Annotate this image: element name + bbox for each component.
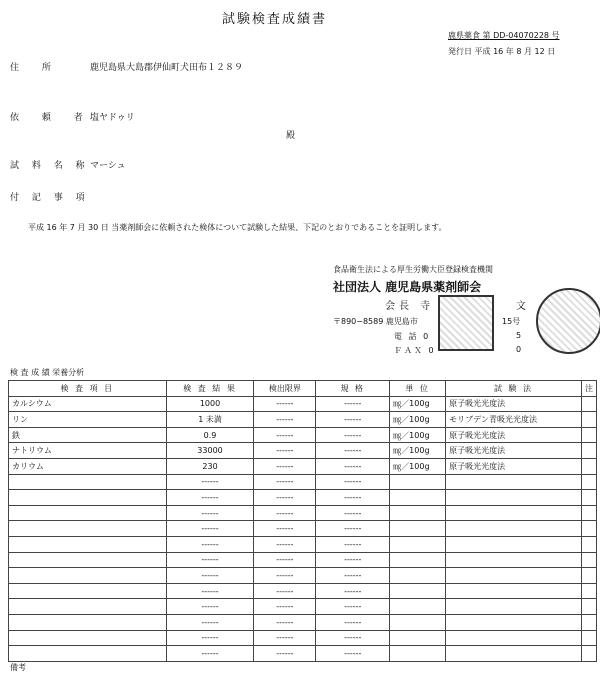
official-seal-round — [536, 288, 600, 354]
cell-item: カルシウム — [9, 396, 167, 412]
cell-limit: ------ — [254, 630, 316, 646]
cell-unit: ㎎／100g — [390, 427, 446, 443]
header-method: 試 験 法 — [446, 381, 582, 397]
results-table — [8, 380, 597, 662]
cell-spec: ------ — [316, 614, 390, 630]
cell-method — [446, 536, 582, 552]
cell-method: モリブデン青吸光光度法 — [446, 412, 582, 428]
cell-spec: ------ — [316, 458, 390, 474]
cell-item: リン — [9, 412, 167, 428]
cell-note — [581, 412, 596, 428]
header-limit: 検出限界 — [254, 381, 316, 397]
table-row — [9, 583, 597, 599]
cell-result: ------ — [166, 646, 254, 662]
cell-item — [9, 490, 167, 506]
cell-spec: ------ — [316, 521, 390, 537]
certification-text: 平成 16 年 7 月 30 日 当薬剤師会に依頼された検体について試験した結果、下記のとおりであることを証明します。 — [28, 223, 447, 232]
cell-limit: ------ — [254, 505, 316, 521]
cell-spec: ------ — [316, 583, 390, 599]
table-row — [9, 505, 597, 521]
cell-result: ------ — [166, 552, 254, 568]
table-row — [9, 412, 597, 428]
issuer-president: 会長 寺 — [385, 301, 435, 312]
cell-result: 0.9 — [166, 427, 254, 443]
issue-date: 発行日 平成 16 年 8 月 12 日 — [448, 47, 556, 56]
cell-item — [9, 536, 167, 552]
table-row — [9, 630, 597, 646]
cell-unit: ㎎／100g — [390, 396, 446, 412]
cell-item — [9, 646, 167, 662]
issuer-fax: ＦＡＸ 0 — [394, 346, 436, 355]
cell-limit: ------ — [254, 583, 316, 599]
cell-method — [446, 474, 582, 490]
cell-spec: ------ — [316, 474, 390, 490]
cell-spec: ------ — [316, 412, 390, 428]
cell-item: カリウム — [9, 458, 167, 474]
cell-method — [446, 614, 582, 630]
honorific: 殿 — [286, 131, 296, 141]
cell-unit: ㎎／100g — [390, 443, 446, 459]
cell-item — [9, 505, 167, 521]
cell-note — [581, 614, 596, 630]
table-row — [9, 396, 597, 412]
issuer-tel: 電 話 0 — [394, 332, 431, 341]
requester-label: 依 頼 者 — [10, 113, 93, 123]
cell-method: 原子吸光光度法 — [446, 396, 582, 412]
cell-limit: ------ — [254, 599, 316, 615]
cell-note — [581, 490, 596, 506]
cell-limit: ------ — [254, 646, 316, 662]
cell-result: ------ — [166, 490, 254, 506]
cell-method: 原子吸光光度法 — [446, 458, 582, 474]
issuer-tel-tail: 5 — [516, 331, 522, 340]
requester-value: 塩ヤドゥリ — [90, 113, 135, 123]
cell-spec: ------ — [316, 505, 390, 521]
issuer-registration: 食品衛生法による厚生労働大臣登録検査機関 — [333, 265, 493, 274]
cell-method — [446, 505, 582, 521]
cell-method — [446, 490, 582, 506]
table-row — [9, 490, 597, 506]
cell-item — [9, 474, 167, 490]
cell-note — [581, 646, 596, 662]
cell-spec: ------ — [316, 396, 390, 412]
cell-unit — [390, 614, 446, 630]
header-unit: 単 位 — [390, 381, 446, 397]
cell-unit — [390, 552, 446, 568]
cell-limit: ------ — [254, 412, 316, 428]
cell-item — [9, 614, 167, 630]
cell-method — [446, 646, 582, 662]
cell-note — [581, 427, 596, 443]
cell-spec: ------ — [316, 536, 390, 552]
table-row — [9, 614, 597, 630]
cell-method: 原子吸光光度法 — [446, 427, 582, 443]
issuer-president-tail: 文 — [516, 301, 526, 312]
cell-note — [581, 552, 596, 568]
cell-item: ナトリウム — [9, 443, 167, 459]
header-item: 検 査 項 目 — [9, 381, 167, 397]
table-row — [9, 443, 597, 459]
cell-note — [581, 630, 596, 646]
document-title: 試験検査成績書 — [222, 12, 328, 27]
cell-result: ------ — [166, 536, 254, 552]
cell-unit — [390, 474, 446, 490]
document-number: 鹿県薬食 第 DD-04070228 号 — [448, 31, 560, 40]
cell-unit — [390, 536, 446, 552]
cell-result: ------ — [166, 630, 254, 646]
notes-label: 付 記 事 項 — [10, 193, 90, 203]
table-row — [9, 474, 597, 490]
cell-limit: ------ — [254, 536, 316, 552]
sample-label: 試 料 名 称 — [10, 161, 90, 171]
cell-unit: ㎎／100g — [390, 458, 446, 474]
cell-spec: ------ — [316, 646, 390, 662]
address-value: 鹿児島県大島郡伊仙町犬田布１２８９ — [90, 63, 244, 73]
sample-value: マーシュ — [90, 161, 126, 171]
issuer-organization: 社団法人 鹿児島県薬剤師会 — [333, 280, 482, 294]
cell-note — [581, 474, 596, 490]
cell-note — [581, 599, 596, 615]
cell-limit: ------ — [254, 521, 316, 537]
cell-item — [9, 630, 167, 646]
cell-limit: ------ — [254, 396, 316, 412]
cell-unit — [390, 646, 446, 662]
cell-item — [9, 599, 167, 615]
cell-result: ------ — [166, 614, 254, 630]
cell-limit: ------ — [254, 443, 316, 459]
cell-spec: ------ — [316, 443, 390, 459]
cell-limit: ------ — [254, 568, 316, 584]
cell-item: 鉄 — [9, 427, 167, 443]
cell-result: 1000 — [166, 396, 254, 412]
cell-limit: ------ — [254, 490, 316, 506]
table-header-row — [9, 381, 597, 397]
cell-unit — [390, 630, 446, 646]
table-row — [9, 458, 597, 474]
cell-method — [446, 521, 582, 537]
cell-method — [446, 583, 582, 599]
cell-unit — [390, 568, 446, 584]
cell-method — [446, 630, 582, 646]
cell-result: ------ — [166, 568, 254, 584]
cell-spec: ------ — [316, 630, 390, 646]
table-row — [9, 646, 597, 662]
table-row — [9, 552, 597, 568]
cell-method — [446, 599, 582, 615]
table-row — [9, 568, 597, 584]
cell-limit: ------ — [254, 427, 316, 443]
cell-unit — [390, 583, 446, 599]
cell-item — [9, 568, 167, 584]
cell-note — [581, 443, 596, 459]
cell-unit — [390, 521, 446, 537]
table-row — [9, 536, 597, 552]
cell-unit — [390, 490, 446, 506]
cell-item — [9, 521, 167, 537]
cell-result: 33000 — [166, 443, 254, 459]
header-spec: 規 格 — [316, 381, 390, 397]
cell-method — [446, 552, 582, 568]
cell-result: ------ — [166, 583, 254, 599]
table-row — [9, 521, 597, 537]
cell-item — [9, 552, 167, 568]
cell-method — [446, 568, 582, 584]
cell-spec: ------ — [316, 552, 390, 568]
cell-result: 1 未満 — [166, 412, 254, 428]
cell-spec: ------ — [316, 599, 390, 615]
cell-note — [581, 521, 596, 537]
cell-result: ------ — [166, 521, 254, 537]
cell-method: 原子吸光光度法 — [446, 443, 582, 459]
cell-spec: ------ — [316, 427, 390, 443]
cell-item — [9, 583, 167, 599]
cell-result: 230 — [166, 458, 254, 474]
cell-note — [581, 396, 596, 412]
official-seal-square — [438, 295, 494, 351]
table-row — [9, 599, 597, 615]
cell-unit — [390, 505, 446, 521]
cell-spec: ------ — [316, 490, 390, 506]
cell-note — [581, 458, 596, 474]
issuer-fax-tail: 0 — [516, 345, 522, 354]
cell-result: ------ — [166, 505, 254, 521]
cell-spec: ------ — [316, 568, 390, 584]
cell-limit: ------ — [254, 474, 316, 490]
table-caption: 検 査 成 績 栄養分析 — [10, 368, 85, 377]
remarks-label: 備考 — [10, 663, 26, 672]
table-row — [9, 427, 597, 443]
issuer-address-tail: 15号 — [502, 317, 521, 326]
cell-note — [581, 568, 596, 584]
address-label: 住 所 — [10, 63, 61, 73]
header-note: 注 — [581, 381, 596, 397]
cell-limit: ------ — [254, 614, 316, 630]
cell-note — [581, 583, 596, 599]
cell-note — [581, 536, 596, 552]
issuer-address: 〒890−8589 鹿児島市 — [333, 317, 418, 326]
cell-limit: ------ — [254, 552, 316, 568]
cell-unit — [390, 599, 446, 615]
header-result: 検 査 結 果 — [166, 381, 254, 397]
cell-limit: ------ — [254, 458, 316, 474]
cell-note — [581, 505, 596, 521]
cell-unit: ㎎／100g — [390, 412, 446, 428]
cell-result: ------ — [166, 474, 254, 490]
cell-result: ------ — [166, 599, 254, 615]
